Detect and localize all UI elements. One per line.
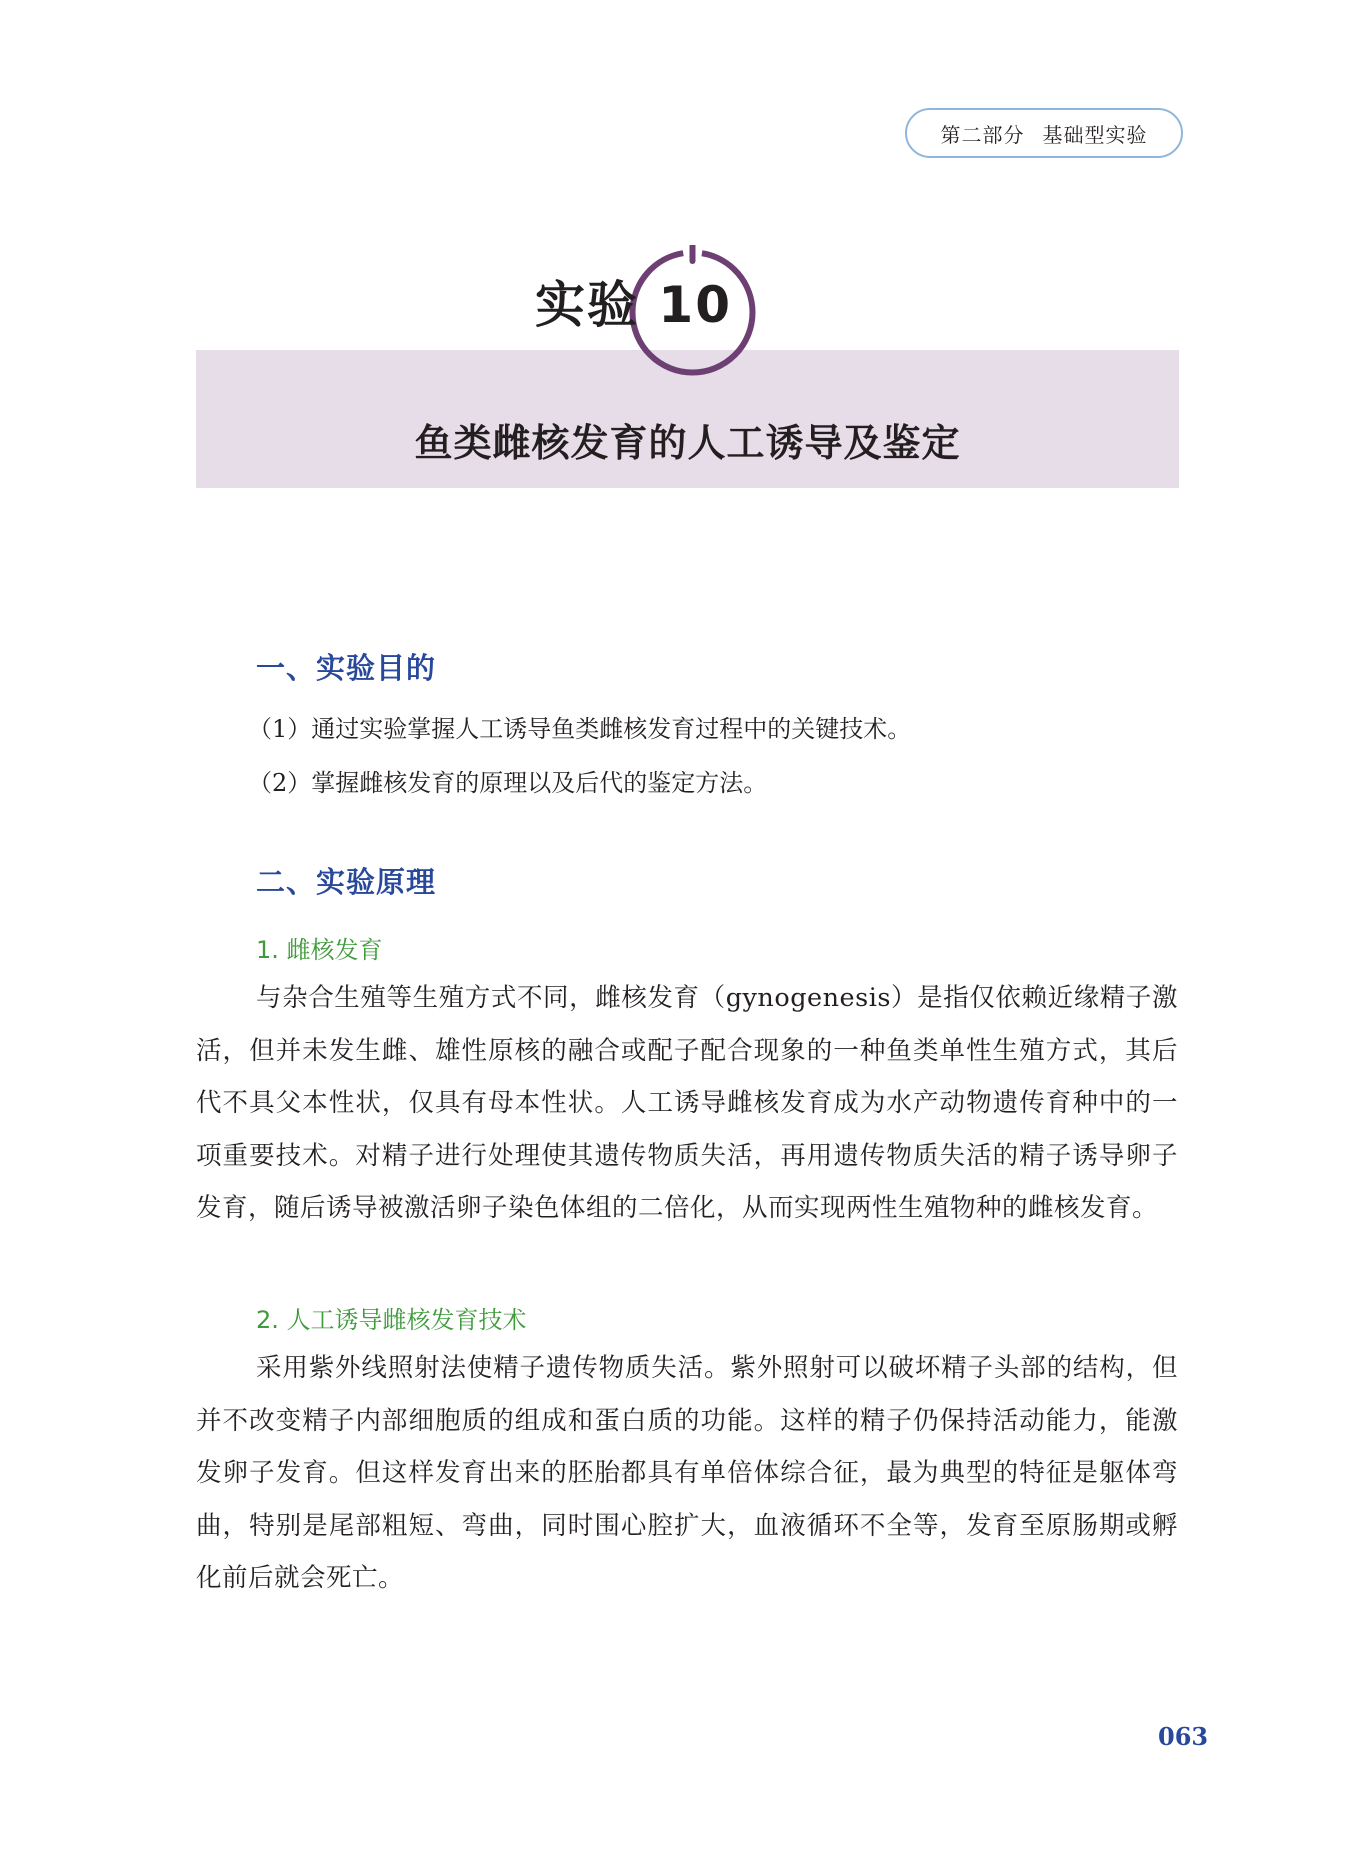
part-badge: [905, 108, 1183, 158]
section-heading-purpose: 一、实验目的: [256, 651, 437, 685]
section-heading-principle: 二、实验原理: [256, 865, 437, 899]
part-label: 第二部分: [940, 122, 1025, 147]
paragraph-gynogenesis: 与杂合生殖等生殖方式不同，雌核发育（gynogenesis）是指仅依赖近缘精子激活，但并未发生雌、雄性原核的融合或配子配合现象的一种鱼类单性生殖方式，其后代不具父本性状，仅具有母本性状。人工诱导雌核发育成为水产动物遗传育种中的一项重要技术。对精子进行处理使其遗传物质失活，再用遗传物质失活的精子诱导卵子发育，随后诱导被激活卵子染色体组的二倍化，从而实现两性生殖物种的雌核发育。: [196, 983, 1178, 1223]
page-number: 063: [1158, 1722, 1209, 1751]
list-item: （1）通过实验掌握人工诱导鱼类雌核发育过程中的关键技术。: [248, 715, 912, 743]
experiment-number: 实验 10: [535, 276, 732, 334]
page-title: 鱼类雌核发育的人工诱导及鉴定: [414, 421, 961, 465]
sub-heading-gynogenesis: 1. 雌核发育: [256, 936, 383, 964]
part-title: 基础型实验: [1042, 122, 1148, 147]
list-item: （2）掌握雌核发育的原理以及后代的鉴定方法。: [248, 769, 768, 797]
paragraph-technique: 采用紫外线照射法使精子遗传物质失活。紫外照射可以破坏精子头部的结构，但并不改变精子内部细胞质的组成和蛋白质的功能。这样的精子仍保持活动能力，能激发卵子发育。但这样发育出来的胚胎都具有单倍体综合征，最为典型的特征是躯体弯曲，特别是尾部粗短、弯曲，同时围心腔扩大，血液循环不全等，发育至原肠期或孵化前后就会死亡。: [196, 1353, 1178, 1593]
sub-heading-technique: 2. 人工诱导雌核发育技术: [256, 1306, 527, 1334]
